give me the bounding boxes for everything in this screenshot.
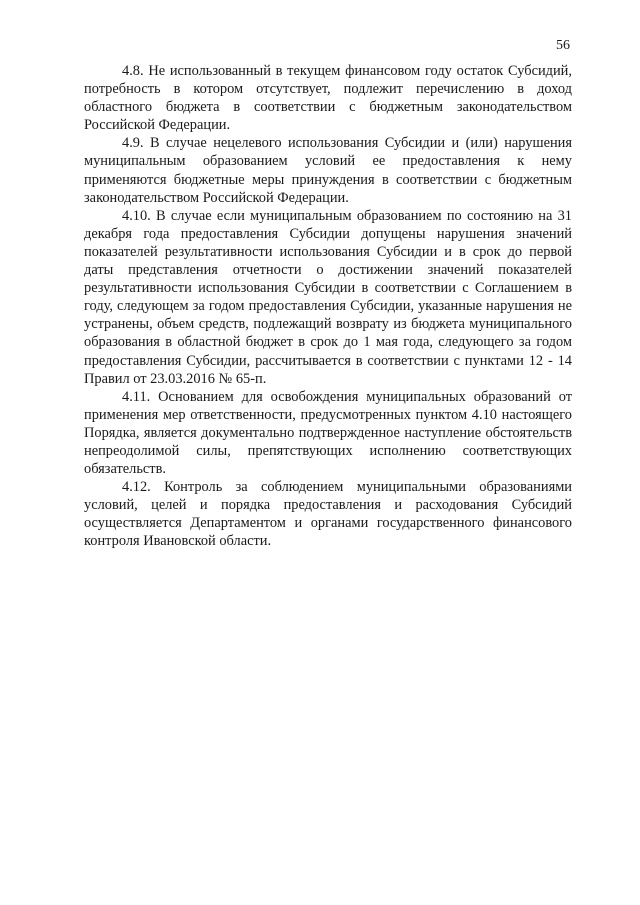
paragraph-4-11: 4.11. Основанием для освобождения муниципальных образований от применения мер ответственности, предусмотренных пунктом 4.10 настоящего Порядка, является документально подтвержденное наступление обстоятельств непреодолимой силы, препятствующих исполнению соответствующих обязательств. bbox=[84, 388, 572, 478]
paragraph-4-12: 4.12. Контроль за соблюдением муниципальными образованиями условий, целей и порядка предоставления и расходования Субсидий осуществляется Департаментом и органами государственного финансового контроля Ивановской области. bbox=[84, 479, 572, 550]
document-body bbox=[84, 62, 572, 551]
page-number: 56 bbox=[556, 38, 570, 53]
paragraph-4-8: 4.8. Не использованный в текущем финансовом году остаток Субсидий, потребность в котором отсутствует, подлежит перечислению в доход областного бюджета в соответствии с бюджетным законодательством Российской Федерации. bbox=[84, 63, 572, 134]
paragraph-4-10: 4.10. В случае если муниципальным образованием по состоянию на 31 декабря года предоставления Субсидии допущены нарушения значений показателей результативности использования Субсидии и в срок до первой даты представления отчетности о достижении значений показателей результативности использования Субсидии в соответствии с Соглашением в году, следующем за годом предоставления Субсидии, указанные нарушения не устранены, объем средств, подлежащий возврату из бюджета муниципального образования в областной бюджет в срок до 1 мая года, следующего за годом предоставления Субсидии, рассчитывается в соответствии с пунктами 12 - 14 Правил от 23.03.2016 № 65-п. bbox=[84, 207, 572, 387]
paragraph-4-9: 4.9. В случае нецелевого использования Субсидии и (или) нарушения муниципальным образованием условий ее предоставления к нему применяются бюджетные меры принуждения в соответствии с бюджетным законодательством Российской Федерации. bbox=[84, 135, 572, 206]
